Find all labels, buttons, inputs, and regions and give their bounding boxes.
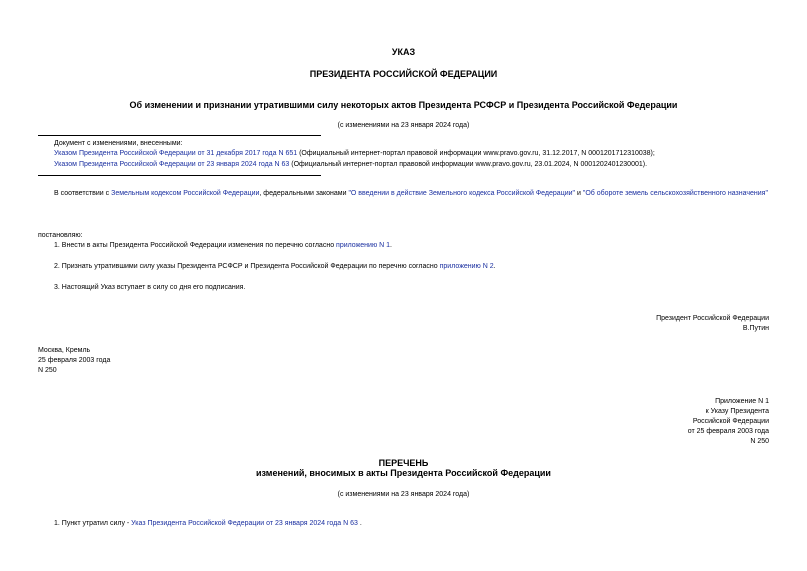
page-title: Об изменении и признании утратившими силу некоторых актов Президента РСФСР и Президента Российской Федерации [129,100,678,110]
decree-63-link[interactable]: Указ Президента Российской Федерации от 23 января 2024 года N 63 [131,520,358,527]
agricultural-land-law-link[interactable]: "Об обороте земель сельскохозяйственного назначения" [582,190,768,197]
amendment-item [54,149,774,158]
amendment-link-2017[interactable]: Указом Президента Российской Федерации от 31 декабря 2017 года N 651 [54,150,298,157]
appendix-date: от 25 февраля 2003 года [687,428,769,435]
amendment-source: (Официальный интернет-портал правовой информации www.pravo.gov.ru, 31.12.2017, N 0001201712310038); [297,150,655,157]
decree-word: постановляю: [38,232,83,239]
land-code-link[interactable]: Земельным кодексом Российской Федерации [111,190,260,197]
land-code-intro-law-link[interactable]: "О введении в действие Земельного кодекса Российской Федерации" [348,190,576,197]
signature-name: В.Путин [742,325,769,332]
appendix-2-link[interactable]: приложению N 2 [439,263,494,270]
appendix-ref: Российской Федерации [692,418,769,425]
divider-top [38,135,321,136]
appendix-number: N 250 [750,438,769,445]
list-item: 1. Пункт утратил силу - Указ Президента Российской Федерации от 23 января 2024 года N 63 . [54,520,362,527]
signing-date: 25 февраля 2003 года [38,357,111,364]
amendment-link-2024[interactable]: Указом Президента Российской Федерации от 23 января 2024 года N 63 [54,161,290,168]
divider-bottom [38,175,321,176]
decree-item-2: 2. Признать утратившими силу указы Президента РСФСР и Президента Российской Федерации по перечню согласно приложению N 2. [54,263,496,270]
decree-item-3: 3. Настоящий Указ вступает в силу со дня его подписания. [54,284,246,291]
appendix-1-link[interactable]: приложению N 1 [336,242,391,249]
list-subtitle: изменений, вносимых в акты Президента Российской Федерации [256,468,551,478]
signature-position: Президент Российской Федерации [656,315,769,322]
amendments-intro: Документ с изменениями, внесенными: [54,140,183,147]
document-type: УКАЗ [391,47,416,57]
preamble: В соответствии с Земельным кодексом Российской Федерации, федеральными законами "О введении в действие Земельного кодекса Российской Федерации" и "Об обороте земель сельскохозяйственного назначения" [54,190,768,197]
appendix-label: Приложение N 1 [715,398,769,405]
decree-number: N 250 [38,367,57,374]
decree-item-1: 1. Внести в акты Президента Российской Федерации изменения по перечню согласно приложению N 1. [54,242,392,249]
revision-note: (с изменениями на 23 января 2024 года) [337,122,470,129]
issuer: ПРЕЗИДЕНТА РОССИЙСКОЙ ФЕДЕРАЦИИ [309,69,498,79]
amendment-source: (Официальный интернет-портал правовой информации www.pravo.gov.ru, 23.01.2024, N 0001202401230001). [289,161,648,168]
list-title: ПЕРЕЧЕНЬ [378,458,429,468]
amendment-item [54,160,774,169]
signing-place: Москва, Кремль [38,347,91,354]
list-revision-note: (с изменениями на 23 января 2024 года) [337,491,470,498]
appendix-ref: к Указу Президента [705,408,769,415]
